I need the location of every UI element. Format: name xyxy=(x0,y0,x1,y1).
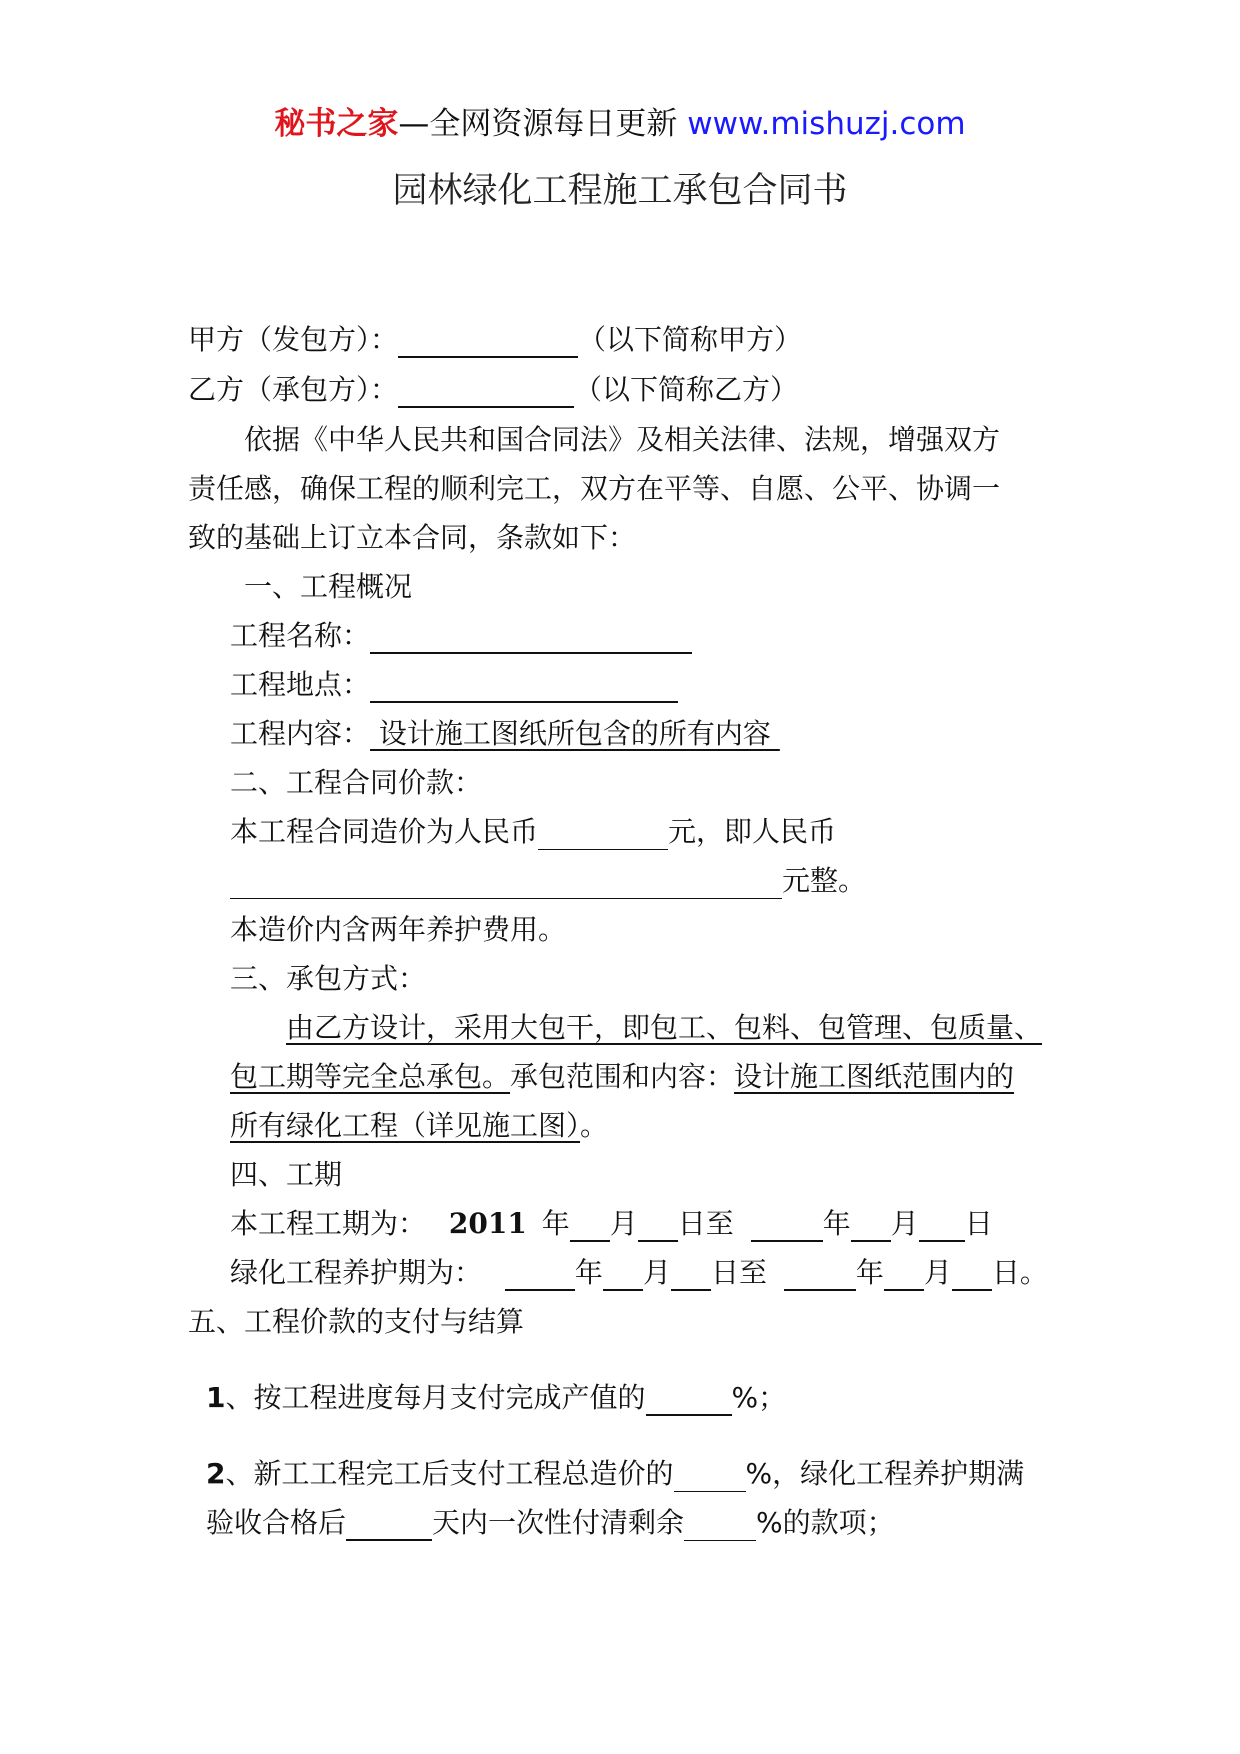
item2-text: 、新工工程完工后支付工程总造价的 xyxy=(225,1457,674,1490)
period-zhi: 日至 xyxy=(677,1207,734,1240)
contract-mode-line-2 xyxy=(230,1059,1014,1095)
item2-line2a: 验收合格后 xyxy=(206,1506,347,1539)
intro-line-3: 致的基础上订立本合同，条款如下： xyxy=(188,521,637,554)
site-url-link[interactable]: www.mishuzj.com xyxy=(687,106,966,142)
contract-mode-text-3b: 。 xyxy=(580,1109,609,1142)
maint-start-month-blank[interactable] xyxy=(603,1259,643,1291)
contract-mode-text-2c: 设计施工图纸范围内的 xyxy=(734,1060,1015,1093)
project-content-label: 工程内容： xyxy=(230,717,371,750)
period-line xyxy=(230,1206,993,1242)
brand-name: 秘书之家 xyxy=(274,106,399,142)
party-b-line xyxy=(188,372,798,408)
maint-yue-2: 月 xyxy=(923,1256,952,1289)
project-name-line xyxy=(230,618,692,654)
period-start-day-blank[interactable] xyxy=(638,1210,678,1242)
party-b-blank[interactable] xyxy=(398,376,574,408)
party-a-suffix: （以下简称甲方） xyxy=(578,323,803,356)
contract-mode-text-3a: 所有绿化工程（详见施工图） xyxy=(230,1109,581,1142)
period-ri: 日 xyxy=(964,1207,993,1240)
project-name-label: 工程名称： xyxy=(230,619,371,652)
payment-item-2 xyxy=(206,1456,1024,1492)
item2-percent-blank[interactable] xyxy=(674,1461,746,1492)
price-words-blank[interactable] xyxy=(230,868,782,899)
party-a-line xyxy=(188,322,802,358)
period-label: 本工程工期为： xyxy=(230,1207,427,1240)
maint-start-year-blank[interactable] xyxy=(505,1259,575,1291)
project-location-line xyxy=(230,667,678,703)
item1-number: 1 xyxy=(206,1381,226,1414)
price-line xyxy=(230,814,836,850)
period-end-month-blank[interactable] xyxy=(851,1210,891,1242)
price-note: 本造价内含两年养护费用。 xyxy=(230,913,567,946)
period-yue-2: 月 xyxy=(890,1207,919,1240)
period-nian-1: 年 xyxy=(541,1207,570,1240)
price-number-blank[interactable] xyxy=(538,819,668,850)
project-name-blank[interactable] xyxy=(370,622,692,654)
period-start-year: 2011 xyxy=(448,1207,527,1240)
party-b-label: 乙方（承包方）： xyxy=(188,373,399,406)
document-title: 园林绿化工程施工承包合同书 xyxy=(392,171,848,211)
section2-heading: 二、工程合同价款： xyxy=(230,766,483,799)
section5-heading: 五、工程价款的支付与结算 xyxy=(188,1305,525,1338)
price-end: 元整。 xyxy=(782,864,867,897)
project-content-value: 设计施工图纸所包含的所有内容 xyxy=(370,717,780,750)
maint-yue-1: 月 xyxy=(642,1256,671,1289)
item2-remain-blank[interactable] xyxy=(684,1510,756,1541)
section1-heading: 一、工程概况 xyxy=(244,570,413,603)
section3-heading: 三、承包方式： xyxy=(230,962,427,995)
party-a-label: 甲方（发包方）： xyxy=(188,323,399,356)
maintenance-label: 绿化工程养护期为： xyxy=(230,1256,483,1289)
intro-line-2: 责任感，确保工程的顺利完工，双方在平等、自愿、公平、协调一 xyxy=(188,472,1001,505)
maint-nian-1: 年 xyxy=(574,1256,603,1289)
contract-mode-text-2a: 包工期等完全总承包。 xyxy=(230,1060,511,1093)
item2-line2c: %的款项； xyxy=(756,1506,895,1539)
site-header xyxy=(0,102,1240,146)
maintenance-line xyxy=(230,1255,1048,1291)
item1-end: %； xyxy=(731,1381,787,1414)
payment-item-1 xyxy=(206,1380,786,1416)
maint-ri-end: 日。 xyxy=(991,1256,1048,1289)
item2-line2b: 天内一次性付清剩余 xyxy=(432,1506,685,1539)
item2-number: 2 xyxy=(206,1457,226,1490)
maint-end-day-blank[interactable] xyxy=(952,1259,992,1291)
item2-days-blank[interactable] xyxy=(346,1509,432,1541)
contract-mode-text-2b: 承包范围和内容： xyxy=(510,1060,735,1093)
item1-text: 、按工程进度每月支付完成产值的 xyxy=(225,1381,646,1414)
payment-item-2-line-2 xyxy=(206,1505,895,1541)
section4-heading: 四、工期 xyxy=(230,1158,343,1191)
maint-end-month-blank[interactable] xyxy=(884,1259,924,1291)
maint-start-day-blank[interactable] xyxy=(671,1259,711,1291)
price-words-line xyxy=(230,863,866,899)
contract-mode-text-1: 由乙方设计，采用大包干，即包工、包料、包管理、包质量、 xyxy=(286,1011,1043,1044)
header-slogan: —全网资源每日更新 xyxy=(398,106,678,142)
project-location-label: 工程地点： xyxy=(230,668,371,701)
period-nian-2: 年 xyxy=(822,1207,851,1240)
period-end-day-blank[interactable] xyxy=(919,1210,965,1242)
maint-zhi: 日至 xyxy=(710,1256,767,1289)
maint-nian-2: 年 xyxy=(855,1256,884,1289)
project-content-line xyxy=(230,716,780,752)
project-location-blank[interactable] xyxy=(370,671,678,703)
maint-end-year-blank[interactable] xyxy=(784,1259,856,1291)
party-a-blank[interactable] xyxy=(398,326,578,358)
price-mid: 元，即人民币 xyxy=(668,815,837,848)
period-start-month-blank[interactable] xyxy=(570,1210,610,1242)
price-prefix: 本工程合同造价为人民币 xyxy=(230,815,539,848)
period-yue-1: 月 xyxy=(609,1207,638,1240)
contract-mode-line-1 xyxy=(230,1010,1042,1046)
period-end-year-blank[interactable] xyxy=(751,1210,823,1242)
contract-mode-line-3 xyxy=(230,1108,608,1144)
intro-line-1: 依据《中华人民共和国合同法》及相关法律、法规，增强双方 xyxy=(244,423,1001,456)
party-b-suffix: （以下简称乙方） xyxy=(574,373,799,406)
item1-percent-blank[interactable] xyxy=(646,1384,732,1416)
item2-mid: %，绿化工程养护期满 xyxy=(745,1457,1025,1490)
